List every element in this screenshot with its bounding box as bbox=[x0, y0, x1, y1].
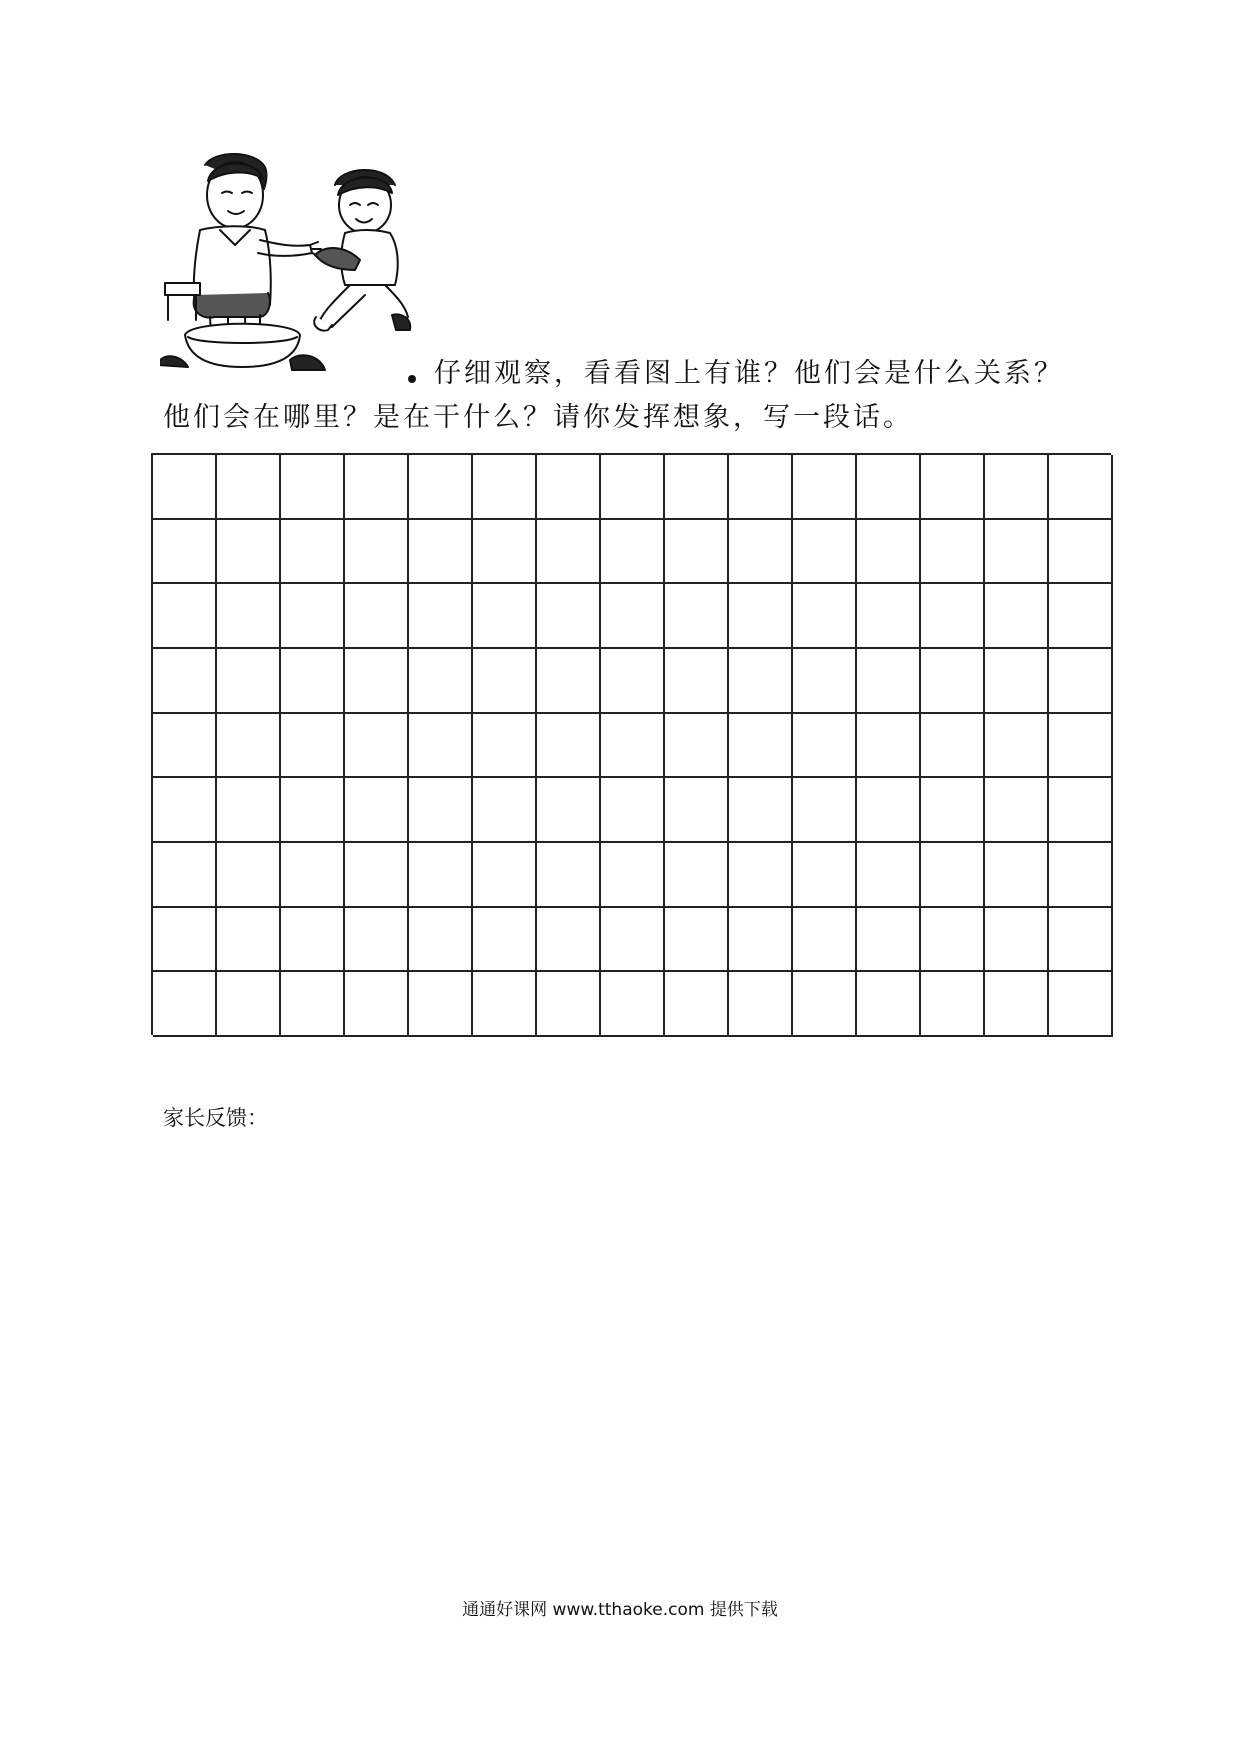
grid-cell[interactable] bbox=[345, 714, 409, 779]
grid-cell[interactable] bbox=[601, 714, 665, 779]
grid-cell[interactable] bbox=[409, 714, 473, 779]
grid-cell[interactable] bbox=[793, 908, 857, 973]
grid-cell[interactable] bbox=[729, 908, 793, 973]
footer-credit: 通通好课网 www.tthaoke.com 提供下载 bbox=[462, 1600, 778, 1620]
grid-cell[interactable] bbox=[409, 455, 473, 520]
grid-cell[interactable] bbox=[153, 714, 217, 779]
grid-cell[interactable] bbox=[857, 714, 921, 779]
grid-cell[interactable] bbox=[537, 843, 601, 908]
grid-cell[interactable] bbox=[857, 843, 921, 908]
grid-cell[interactable] bbox=[217, 972, 281, 1037]
grid-cell[interactable] bbox=[409, 972, 473, 1037]
grid-cell[interactable] bbox=[281, 455, 345, 520]
grid-cell[interactable] bbox=[537, 908, 601, 973]
grid-cell[interactable] bbox=[729, 714, 793, 779]
grid-cell[interactable] bbox=[409, 778, 473, 843]
grid-cell[interactable] bbox=[793, 649, 857, 714]
grid-cell[interactable] bbox=[1049, 972, 1113, 1037]
bullet-icon bbox=[408, 375, 416, 383]
grid-cell[interactable] bbox=[409, 843, 473, 908]
grid-cell[interactable] bbox=[857, 778, 921, 843]
grid-cell[interactable] bbox=[665, 843, 729, 908]
grid-cell[interactable] bbox=[601, 843, 665, 908]
parent-feedback-label: 家长反馈： bbox=[163, 1106, 268, 1130]
grid-cell[interactable] bbox=[601, 972, 665, 1037]
grid-cell[interactable] bbox=[217, 584, 281, 649]
grid-cell[interactable] bbox=[1049, 714, 1113, 779]
grid-cell[interactable] bbox=[153, 649, 217, 714]
grid-cell[interactable] bbox=[537, 649, 601, 714]
grid-cell[interactable] bbox=[857, 520, 921, 585]
grid-cell[interactable] bbox=[281, 908, 345, 973]
grid-cell[interactable] bbox=[857, 649, 921, 714]
grid-cell[interactable] bbox=[921, 843, 985, 908]
grid-cell[interactable] bbox=[409, 908, 473, 973]
grid-cell[interactable] bbox=[665, 455, 729, 520]
grid-cell[interactable] bbox=[345, 908, 409, 973]
grid-cell[interactable] bbox=[217, 455, 281, 520]
grid-cell[interactable] bbox=[153, 778, 217, 843]
father-son-foot-washing-illustration bbox=[160, 145, 460, 380]
grid-cell[interactable] bbox=[985, 778, 1049, 843]
grid-cell[interactable] bbox=[985, 584, 1049, 649]
grid-cell[interactable] bbox=[729, 520, 793, 585]
grid-cell[interactable] bbox=[921, 778, 985, 843]
grid-cell[interactable] bbox=[985, 455, 1049, 520]
grid-cell[interactable] bbox=[665, 649, 729, 714]
grid-cell[interactable] bbox=[985, 843, 1049, 908]
grid-cell[interactable] bbox=[985, 714, 1049, 779]
grid-cell[interactable] bbox=[217, 908, 281, 973]
grid-cell[interactable] bbox=[601, 908, 665, 973]
grid-cell[interactable] bbox=[921, 908, 985, 973]
writing-grid bbox=[151, 453, 1111, 1035]
grid-cell[interactable] bbox=[729, 649, 793, 714]
grid-cell[interactable] bbox=[409, 649, 473, 714]
grid-cell[interactable] bbox=[153, 584, 217, 649]
grid-cell[interactable] bbox=[153, 520, 217, 585]
grid-cell[interactable] bbox=[345, 649, 409, 714]
writing-prompt bbox=[163, 352, 1103, 440]
prompt-line-2: 他们会在哪里？是在干什么？请你发挥想象，写一段话。 bbox=[163, 402, 913, 433]
prompt-line-1: 仔细观察，看看图上有谁？他们会是什么关系？ bbox=[434, 358, 1064, 389]
grid-cell[interactable] bbox=[729, 778, 793, 843]
grid-cell[interactable] bbox=[473, 778, 537, 843]
grid-cell[interactable] bbox=[1049, 908, 1113, 973]
grid-cell[interactable] bbox=[217, 778, 281, 843]
grid-cell[interactable] bbox=[537, 584, 601, 649]
grid-cell[interactable] bbox=[537, 778, 601, 843]
grid-cell[interactable] bbox=[921, 455, 985, 520]
grid-cell[interactable] bbox=[1049, 843, 1113, 908]
grid-cell[interactable] bbox=[345, 843, 409, 908]
grid-cell[interactable] bbox=[345, 778, 409, 843]
grid-cell[interactable] bbox=[537, 520, 601, 585]
grid-cell[interactable] bbox=[153, 455, 217, 520]
grid-cell[interactable] bbox=[473, 972, 537, 1037]
grid-cell[interactable] bbox=[985, 972, 1049, 1037]
grid-cell[interactable] bbox=[281, 778, 345, 843]
grid-cell[interactable] bbox=[345, 972, 409, 1037]
grid-cell[interactable] bbox=[921, 584, 985, 649]
grid-cell[interactable] bbox=[1049, 584, 1113, 649]
grid-cell[interactable] bbox=[857, 455, 921, 520]
grid-cell[interactable] bbox=[793, 778, 857, 843]
grid-cell[interactable] bbox=[921, 520, 985, 585]
grid-cell[interactable] bbox=[217, 520, 281, 585]
grid-cell[interactable] bbox=[601, 520, 665, 585]
grid-cell[interactable] bbox=[985, 649, 1049, 714]
grid-cell[interactable] bbox=[473, 649, 537, 714]
grid-cell[interactable] bbox=[281, 972, 345, 1037]
grid-cell[interactable] bbox=[857, 972, 921, 1037]
grid-cell[interactable] bbox=[473, 584, 537, 649]
grid-cell[interactable] bbox=[537, 455, 601, 520]
grid-cell[interactable] bbox=[153, 972, 217, 1037]
grid-cell[interactable] bbox=[281, 584, 345, 649]
grid-cell[interactable] bbox=[281, 714, 345, 779]
grid-cell[interactable] bbox=[345, 584, 409, 649]
grid-cell[interactable] bbox=[729, 584, 793, 649]
grid-cell[interactable] bbox=[537, 972, 601, 1037]
grid-cell[interactable] bbox=[793, 584, 857, 649]
grid-cell[interactable] bbox=[1049, 455, 1113, 520]
grid-cell[interactable] bbox=[217, 714, 281, 779]
grid-cell[interactable] bbox=[601, 778, 665, 843]
grid-cell[interactable] bbox=[345, 455, 409, 520]
grid-cell[interactable] bbox=[281, 649, 345, 714]
grid-cell[interactable] bbox=[665, 584, 729, 649]
grid-cell[interactable] bbox=[665, 714, 729, 779]
grid-cell[interactable] bbox=[473, 843, 537, 908]
grid-cell[interactable] bbox=[217, 843, 281, 908]
grid-cell[interactable] bbox=[281, 520, 345, 585]
grid-cell[interactable] bbox=[537, 714, 601, 779]
grid-cell[interactable] bbox=[473, 714, 537, 779]
grid-cell[interactable] bbox=[857, 584, 921, 649]
grid-cell[interactable] bbox=[793, 714, 857, 779]
grid-cell[interactable] bbox=[921, 649, 985, 714]
grid-cell[interactable] bbox=[729, 972, 793, 1037]
grid-cell[interactable] bbox=[665, 778, 729, 843]
grid-cell[interactable] bbox=[345, 520, 409, 585]
grid-cell[interactable] bbox=[601, 649, 665, 714]
grid-cell[interactable] bbox=[601, 455, 665, 520]
grid-cell[interactable] bbox=[921, 972, 985, 1037]
grid-cell[interactable] bbox=[729, 843, 793, 908]
grid-cell[interactable] bbox=[985, 908, 1049, 973]
grid-cell[interactable] bbox=[665, 908, 729, 973]
grid-cell[interactable] bbox=[409, 520, 473, 585]
grid-cell[interactable] bbox=[473, 455, 537, 520]
grid-cell[interactable] bbox=[217, 649, 281, 714]
grid-cell[interactable] bbox=[1049, 520, 1113, 585]
grid-cell[interactable] bbox=[409, 584, 473, 649]
grid-cell[interactable] bbox=[793, 972, 857, 1037]
grid-cell[interactable] bbox=[153, 908, 217, 973]
grid-cell[interactable] bbox=[729, 455, 793, 520]
grid-cell[interactable] bbox=[473, 520, 537, 585]
grid-cell[interactable] bbox=[601, 584, 665, 649]
grid-cell[interactable] bbox=[153, 843, 217, 908]
grid-cell[interactable] bbox=[921, 714, 985, 779]
grid-cell[interactable] bbox=[793, 455, 857, 520]
grid-cell[interactable] bbox=[1049, 778, 1113, 843]
grid-cell[interactable] bbox=[473, 908, 537, 973]
grid-cell[interactable] bbox=[281, 843, 345, 908]
grid-cell[interactable] bbox=[857, 908, 921, 973]
grid-cell[interactable] bbox=[665, 520, 729, 585]
grid-cell[interactable] bbox=[793, 843, 857, 908]
grid-cell[interactable] bbox=[793, 520, 857, 585]
grid-cell[interactable] bbox=[1049, 649, 1113, 714]
grid-cell[interactable] bbox=[665, 972, 729, 1037]
grid-cell[interactable] bbox=[985, 520, 1049, 585]
